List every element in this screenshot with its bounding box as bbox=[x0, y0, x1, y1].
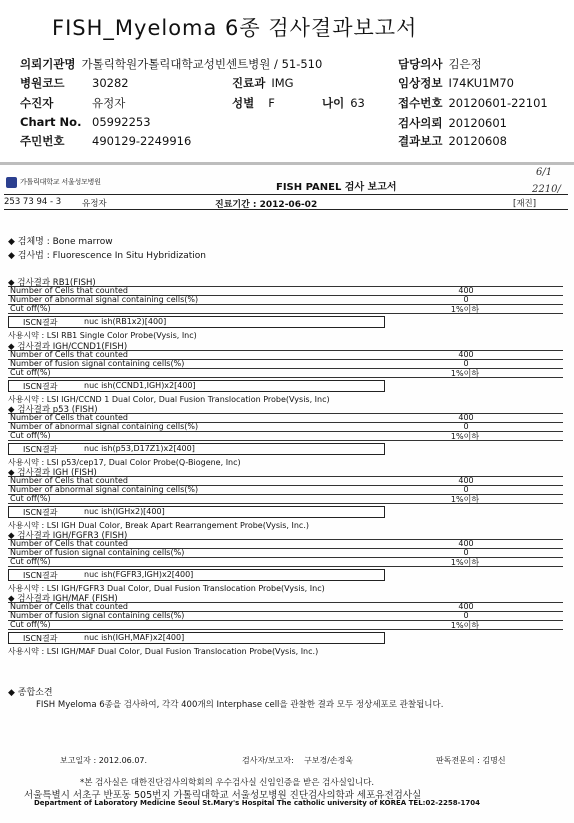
result-label: 결과보고 bbox=[398, 134, 443, 148]
examiner-label: 검사자/보고자: bbox=[242, 756, 294, 765]
row-label: Number of Cells that counted bbox=[10, 539, 128, 548]
table-row bbox=[8, 359, 563, 368]
clinical-row bbox=[398, 75, 514, 91]
table-row bbox=[8, 539, 563, 548]
receipt-value: 20120601-22101 bbox=[448, 96, 548, 110]
page-title: FISH_Myeloma 6종 검사결과보고서 bbox=[52, 16, 418, 40]
row-label: Cut off(%) bbox=[10, 620, 51, 629]
probe-reagent: 사용시약 : LSI RB1 Single Color Probe(Vysis, Inc) bbox=[8, 331, 197, 340]
examiner: 구보경/손정욱 bbox=[304, 756, 354, 765]
chart-row bbox=[20, 115, 151, 129]
table-rule bbox=[8, 629, 563, 630]
method: ◆ 검사법 : Fluorescence In Situ Hybridization bbox=[8, 251, 206, 261]
divider bbox=[4, 194, 568, 195]
iscn-label: ISCN결과 bbox=[23, 382, 58, 391]
row-label: Number of abnormal signal containing cells(%) bbox=[10, 485, 199, 494]
rrn-label: 주민번호 bbox=[20, 134, 65, 148]
doctor-label: 담당의사 bbox=[398, 57, 443, 71]
specimen: ◆ 검체명 : Bone marrow bbox=[8, 237, 113, 247]
chart-label: Chart No. bbox=[20, 115, 82, 129]
retest-badge: [재진] bbox=[513, 199, 537, 209]
iscn-result-box bbox=[8, 443, 385, 455]
institution-value: 가톨릭학원가톨릭대학교성빈센트병원 / 51-510 bbox=[81, 57, 323, 71]
dept-value: IMG bbox=[271, 76, 294, 90]
row-value: 1%이하 bbox=[450, 621, 480, 630]
sex-label: 성별 bbox=[232, 96, 255, 110]
table-row bbox=[8, 413, 563, 422]
row-label: Number of abnormal signal containing cells(%) bbox=[10, 295, 199, 304]
row-value: 400 bbox=[458, 602, 474, 611]
iscn-result-box bbox=[8, 380, 385, 392]
dept-label: 진료과 bbox=[232, 76, 266, 90]
probe-reagent: 사용시약 : LSI p53/cep17, Dual Color Probe(Q-Biogene, Inc) bbox=[8, 458, 241, 467]
hospital-logo-icon bbox=[6, 177, 17, 188]
row-value: 400 bbox=[458, 286, 474, 295]
table-row bbox=[8, 494, 563, 503]
row-label: Number of Cells that counted bbox=[10, 286, 128, 295]
row-value: 0 bbox=[463, 295, 469, 304]
table-row bbox=[8, 476, 563, 485]
row-value: 1%이하 bbox=[450, 495, 480, 504]
row-label: Number of abnormal signal containing cells(%) bbox=[10, 422, 199, 431]
table-row bbox=[8, 431, 563, 440]
section-heading: ◆ 검사결과 IGH/MAF (FISH) bbox=[8, 594, 118, 604]
probe-reagent: 사용시약 : LSI IGH/MAF Dual Color, Dual Fusion Translocation Probe(Vysis, Inc.) bbox=[8, 647, 319, 656]
iscn-label: ISCN결과 bbox=[23, 318, 58, 327]
iscn-value: nuc ish(IGH,MAF)x2[400] bbox=[84, 633, 185, 642]
row-value: 0 bbox=[463, 611, 469, 620]
section-heading: ◆ 검사결과 RB1(FISH) bbox=[8, 278, 96, 288]
table-rule bbox=[8, 503, 563, 504]
conclusion-heading: ◆ 종합소견 bbox=[8, 688, 53, 698]
table-row bbox=[8, 557, 563, 566]
clinical-value: I74KU1M70 bbox=[448, 76, 514, 90]
hospcode-label: 병원코드 bbox=[20, 76, 65, 90]
iscn-value: nuc ish(IGHx2)[400] bbox=[84, 507, 165, 516]
receipt-row bbox=[398, 95, 548, 111]
iscn-result-box bbox=[8, 569, 385, 581]
row-label: Number of Cells that counted bbox=[10, 413, 128, 422]
row-label: Number of Cells that counted bbox=[10, 602, 128, 611]
row-label: Cut off(%) bbox=[10, 557, 51, 566]
patient-row bbox=[20, 95, 125, 111]
hospital-name: 가톨릭대학교 서울성모병원 bbox=[20, 178, 101, 186]
row-value: 400 bbox=[458, 413, 474, 422]
result-value: 20120608 bbox=[448, 134, 507, 148]
handwritten-note-2: 2210/ bbox=[532, 184, 561, 195]
doctor-value: 김은정 bbox=[448, 57, 482, 71]
doctor-row bbox=[398, 56, 482, 72]
row-value: 0 bbox=[463, 548, 469, 557]
table-row bbox=[8, 286, 563, 295]
table-row bbox=[8, 422, 563, 431]
age-row bbox=[322, 95, 365, 111]
divider bbox=[4, 209, 568, 210]
iscn-result-box bbox=[8, 316, 385, 328]
table-row bbox=[8, 620, 563, 629]
request-label: 검사의뢰 bbox=[398, 116, 443, 130]
report-date: 보고일자 : 2012.06.07. bbox=[60, 756, 148, 765]
request-row bbox=[398, 115, 507, 131]
table-rule bbox=[8, 566, 563, 567]
row-value: 1%이하 bbox=[450, 305, 480, 314]
section-heading: ◆ 검사결과 p53 (FISH) bbox=[8, 405, 98, 415]
row-value: 0 bbox=[463, 422, 469, 431]
hospcode-row bbox=[20, 75, 129, 91]
section-heading: ◆ 검사결과 IGH/FGFR3 (FISH) bbox=[8, 531, 128, 541]
iscn-label: ISCN결과 bbox=[23, 508, 58, 517]
table-row bbox=[8, 548, 563, 557]
row-value: 400 bbox=[458, 350, 474, 359]
sex-value: F bbox=[268, 96, 275, 110]
lab-address: 서울특별시 서초구 반포동 505번지 가톨릭대학교 서울성모병원 진단검사의학과 세포유전검사실 bbox=[24, 790, 422, 801]
chart-value: 05992253 bbox=[92, 115, 151, 129]
table-row bbox=[8, 368, 563, 377]
section-heading: ◆ 검사결과 IGH (FISH) bbox=[8, 468, 97, 478]
row-value: 400 bbox=[458, 539, 474, 548]
iscn-label: ISCN결과 bbox=[23, 571, 58, 580]
age-label: 나이 bbox=[322, 96, 345, 110]
table-rule bbox=[8, 440, 563, 441]
iscn-label: ISCN결과 bbox=[23, 634, 58, 643]
iscn-value: nuc ish(CCND1,IGH)x2[400] bbox=[84, 381, 196, 390]
handwritten-note-1: 6/1 bbox=[536, 167, 553, 178]
patient-label: 수진자 bbox=[20, 96, 54, 110]
row-label: Cut off(%) bbox=[10, 304, 51, 313]
iscn-label: ISCN결과 bbox=[23, 445, 58, 454]
probe-reagent: 사용시약 : LSI IGH/FGFR3 Dual Color, Dual Fusion Translocation Probe(Vysis, Inc) bbox=[8, 584, 325, 593]
result-row bbox=[398, 133, 507, 149]
hospcode-value: 30282 bbox=[92, 76, 129, 90]
sex-row bbox=[232, 95, 275, 111]
rrn-row bbox=[20, 133, 191, 149]
row-label: Cut off(%) bbox=[10, 368, 51, 377]
table-row bbox=[8, 485, 563, 494]
age-value: 63 bbox=[350, 96, 365, 110]
table-row bbox=[8, 611, 563, 620]
table-row bbox=[8, 602, 563, 611]
patient-name: 유정자 bbox=[82, 199, 107, 209]
iscn-result-box bbox=[8, 632, 385, 644]
probe-reagent: 사용시약 : LSI IGH/CCND 1 Dual Color, Dual Fusion Translocation Probe(Vysis, Inc) bbox=[8, 395, 330, 404]
table-rule bbox=[8, 313, 563, 314]
institution-row bbox=[20, 56, 322, 72]
clinical-label: 임상정보 bbox=[398, 76, 443, 90]
iscn-value: nuc ish(RB1x2)[400] bbox=[84, 317, 167, 326]
iscn-value: nuc ish(FGFR3,IGH)x2[400] bbox=[84, 570, 194, 579]
row-label: Number of Cells that counted bbox=[10, 476, 128, 485]
row-value: 1%이하 bbox=[450, 558, 480, 567]
row-value: 1%이하 bbox=[450, 432, 480, 441]
request-value: 20120601 bbox=[448, 116, 507, 130]
receipt-label: 접수번호 bbox=[398, 96, 443, 110]
conclusion-text: FISH Myeloma 6종을 검사하여, 각각 400개의 Interphase cell을 관찰한 결과 모두 정상세포로 관찰됩니다. bbox=[36, 700, 444, 710]
dept-row bbox=[232, 75, 294, 91]
certification-note: *본 검사실은 대한진단검사의학회의 우수검사실 신임인증을 받은 검사실입니다. bbox=[80, 778, 375, 788]
row-label: Number of Cells that counted bbox=[10, 350, 128, 359]
iscn-value: nuc ish(p53,D17Z1)x2[400] bbox=[84, 444, 195, 453]
row-value: 0 bbox=[463, 359, 469, 368]
specialist: 판독전문의 : 김명신 bbox=[436, 756, 506, 765]
institution-label: 의뢰기관명 bbox=[20, 57, 76, 71]
row-label: Number of fusion signal containing cells(%) bbox=[10, 359, 185, 368]
table-row bbox=[8, 350, 563, 359]
table-rule bbox=[8, 377, 563, 378]
section-heading: ◆ 검사결과 IGH/CCND1(FISH) bbox=[8, 342, 128, 352]
row-label: Cut off(%) bbox=[10, 494, 51, 503]
table-row bbox=[8, 304, 563, 313]
table-row bbox=[8, 295, 563, 304]
lab-address-en: Department of Laboratory Medicine Seoul St.Mary's Hospital The catholic university of KOREA TEL:02-2258-1704 bbox=[34, 799, 480, 807]
row-label: Cut off(%) bbox=[10, 431, 51, 440]
row-label: Number of fusion signal containing cells(%) bbox=[10, 548, 185, 557]
rrn-value: 490129-2249916 bbox=[92, 134, 192, 148]
row-value: 0 bbox=[463, 485, 469, 494]
row-label: Number of fusion signal containing cells(%) bbox=[10, 611, 185, 620]
patient-id: 253 73 94 - 3 bbox=[4, 197, 62, 207]
report-title: FISH PANEL 검사 보고서 bbox=[276, 182, 397, 193]
row-value: 400 bbox=[458, 476, 474, 485]
row-value: 1%이하 bbox=[450, 369, 480, 378]
iscn-result-box bbox=[8, 506, 385, 518]
probe-reagent: 사용시약 : LSI IGH Dual Color, Break Apart Rearrangement Probe(Vysis, Inc.) bbox=[8, 521, 309, 530]
treatment-period: 진료기간 : 2012-06-02 bbox=[215, 200, 318, 210]
patient-value: 유정자 bbox=[92, 96, 126, 110]
